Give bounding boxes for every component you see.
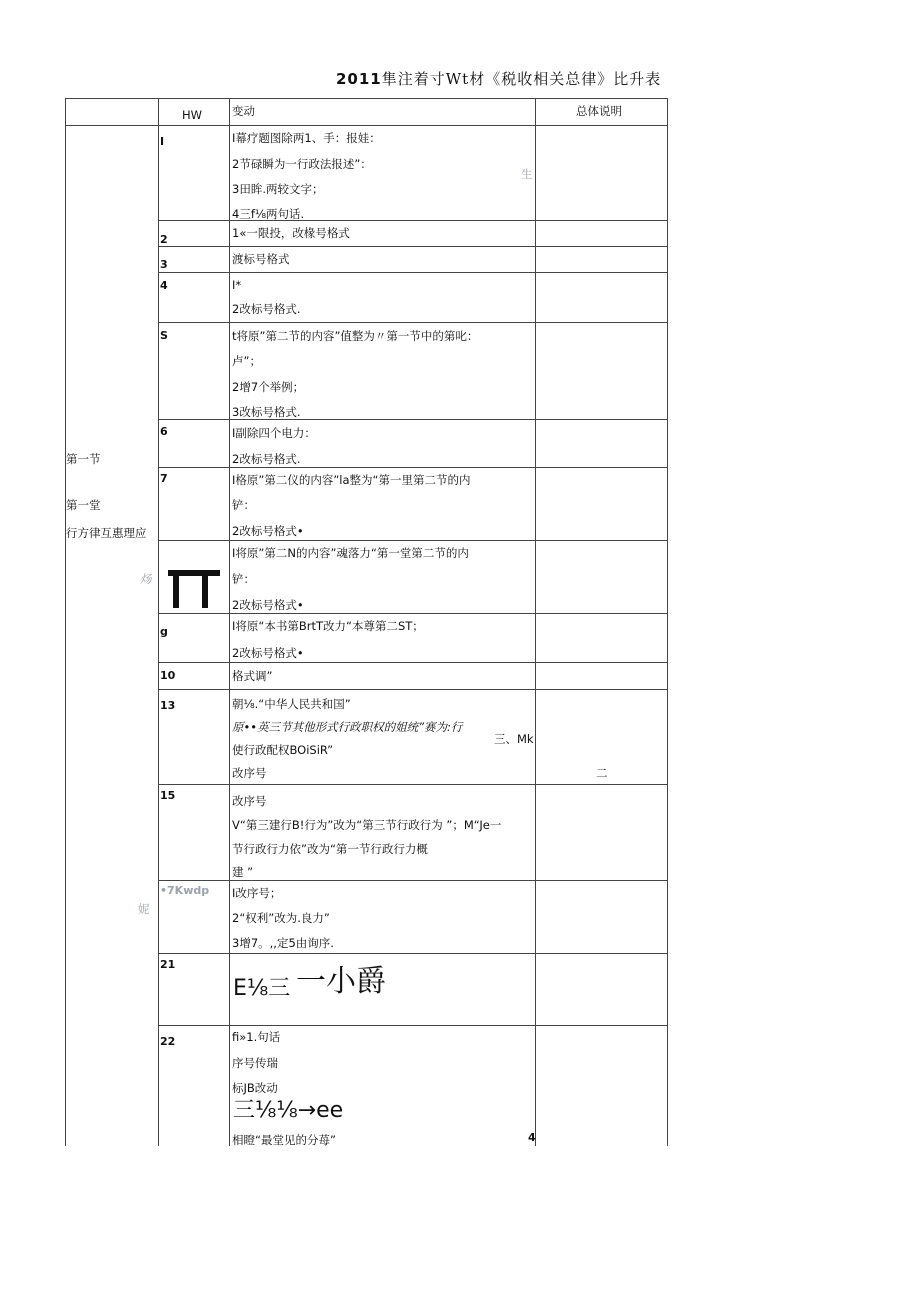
row-number: 2 [160, 233, 168, 246]
faint-mark: 生 [521, 167, 533, 181]
heading-label: 行方律互惠理应 [66, 526, 147, 540]
row-number: 13 [160, 699, 176, 712]
header-col3: 变动 [232, 104, 255, 118]
section-label: 第一节 [66, 452, 101, 466]
row-number: 3 [160, 258, 168, 271]
row-number: g [160, 625, 168, 638]
row-number: 7 [160, 472, 168, 485]
change-line: I改序号； [232, 886, 282, 900]
change-line: 2改标号格式• [232, 646, 304, 660]
chapter-label: 第一堂 [66, 498, 101, 512]
change-line: 2改标号格式. [232, 302, 301, 316]
change-line: 铲： [232, 572, 255, 586]
change-line: 序号传瑞 [232, 1056, 278, 1070]
row-number: 15 [160, 789, 176, 802]
change-line: I将原“本书第BrtT改力“本尊第二ST； [232, 619, 424, 633]
change-line: 3改标号格式. [232, 405, 301, 419]
row-number: I [160, 135, 165, 148]
change-line: 朝⅛.“中华人民共和国” [232, 697, 351, 711]
change-line: 原••英三节其他形式行政职权的姐统”赛为:行 [232, 720, 463, 734]
change-line: 建 ” [232, 865, 254, 879]
document-title: 2011隼注着寸Wt材《税收相关总律》比升表 [336, 70, 662, 88]
change-line: 标JB改动 [232, 1081, 278, 1095]
large-glyph-mark [168, 570, 220, 608]
row-number: S [160, 329, 168, 342]
change-line: 改序号 [232, 766, 267, 780]
change-line: 3增7。,,定5由询序. [232, 936, 334, 950]
change-line: 2改标号格式• [232, 598, 304, 612]
change-line: I格原”第二仪的内容”la整为“第一里第二节的内 [232, 473, 471, 487]
change-line: 使行政配权BOiSiR” [232, 743, 334, 757]
change-line: E⅛三 [233, 976, 291, 1001]
change-line: 2增7个举例； [232, 380, 305, 394]
change-line: I* [232, 278, 242, 292]
row-number: •7Kwdp [160, 884, 210, 897]
change-line: I副除四个电力： [232, 426, 316, 440]
change-line: 三⅛⅛→ee [233, 1098, 344, 1123]
faint-mark: 炀 [140, 572, 152, 586]
header-col4: 总体说明 [576, 104, 622, 118]
row-number: 21 [160, 958, 176, 971]
handwritten-mark: 一小爵 [296, 964, 386, 999]
change-line: I幕疗题图除两1、手：报娃： [232, 131, 381, 145]
change-line: 渡标号格式 [232, 252, 290, 266]
change-line: 格式调” [232, 669, 273, 683]
change-line: I将原”第二N的内容”魂落力“第一堂第二节的内 [232, 546, 469, 560]
row-number: 4 [160, 279, 168, 292]
change-line: V“第三建行B!行为”改为“第三节行政行为 ”；M“Je一 [232, 818, 502, 832]
change-line: 卢”； [232, 354, 261, 368]
page-number: 4 [528, 1131, 536, 1144]
row-number: 22 [160, 1035, 176, 1048]
side-note: 三、Mk [494, 732, 534, 746]
change-line: t将原”第二节的内容”值整为〃第一节中的第叱： [232, 329, 479, 343]
change-line: fi»1.句话 [232, 1030, 281, 1044]
side-note: 二 [596, 766, 608, 780]
row-number: 6 [160, 425, 168, 438]
change-line: 2“权利”改为.良力” [232, 911, 330, 925]
change-line: 改序号 [232, 794, 267, 808]
change-line: 节行政行力依”改为“第一节行政行力概 [232, 842, 428, 856]
row-number: 10 [160, 669, 176, 682]
change-line: 1«一限投，改椽号格式 [232, 226, 350, 240]
header-col2: HW [182, 108, 203, 122]
change-line: 铲： [232, 498, 255, 512]
change-line: 2改标号格式• [232, 524, 304, 538]
change-line: 3田眸.两较文字； [232, 182, 324, 196]
change-line: 2改标号格式. [232, 452, 301, 466]
faint-mark: 妮 [138, 902, 150, 916]
change-line: 相瞪“最堂见的分苺” [232, 1133, 336, 1147]
change-line: 4三f⅛两句话. [232, 207, 305, 221]
change-line: 2节碌瞬为一行政法报述”： [232, 157, 372, 171]
